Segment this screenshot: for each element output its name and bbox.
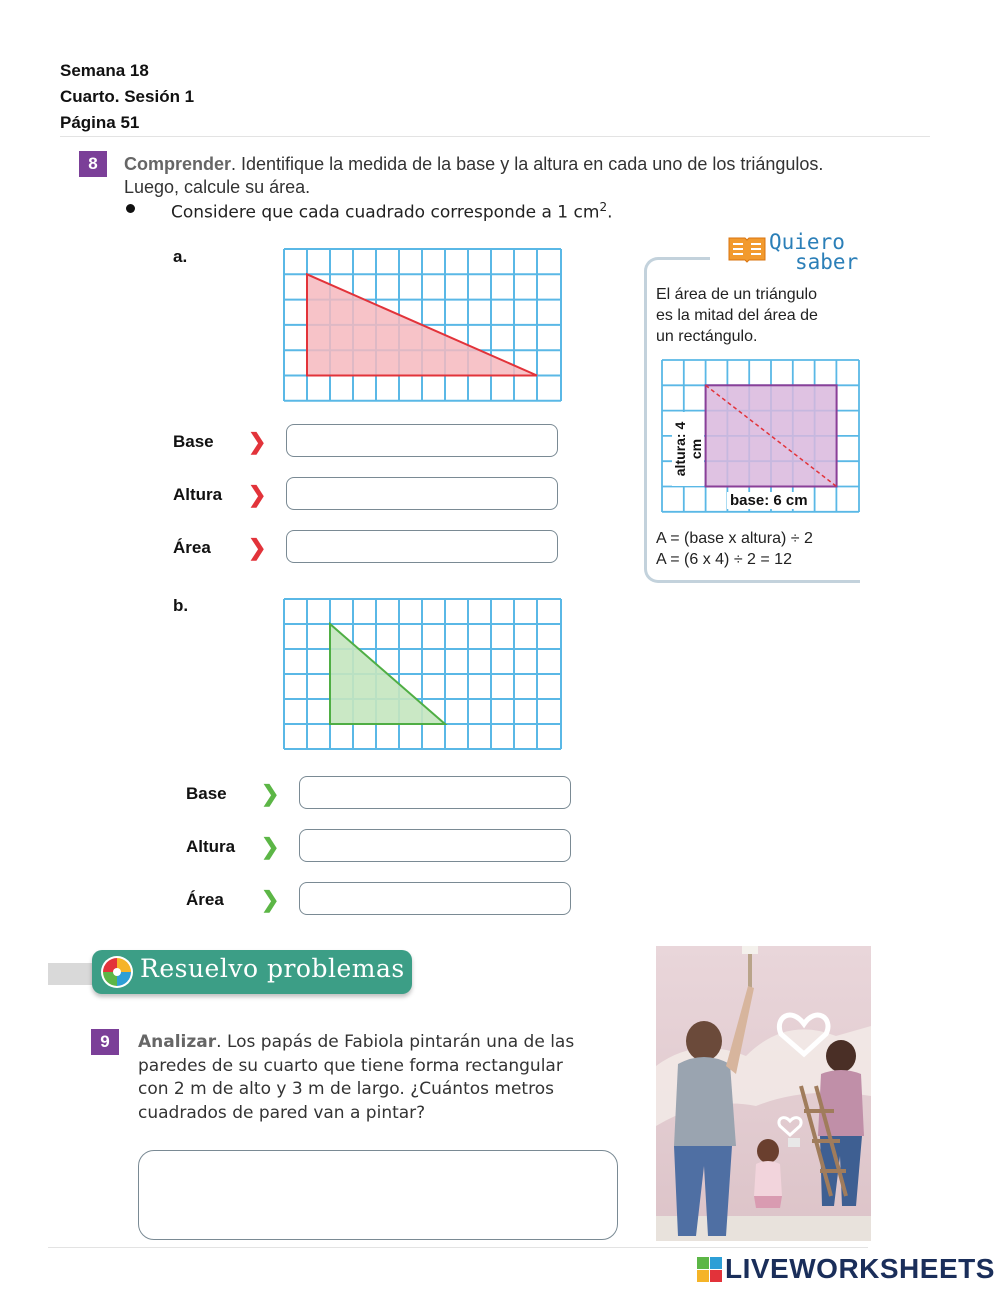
part-a-base-label: Base <box>173 432 214 451</box>
part-a-altura-input[interactable] <box>286 477 558 510</box>
exercise-9-text <box>138 1031 638 1125</box>
qs-text-line: un rectángulo. <box>656 328 758 345</box>
chevron-right-icon: ❯ <box>248 535 267 560</box>
grid-a <box>283 248 562 402</box>
part-b-area-label: Área <box>186 890 224 909</box>
bullet-dot <box>126 204 135 213</box>
exercise-8-keyword: Comprender <box>124 154 232 174</box>
exercise-8-bullet <box>171 200 612 223</box>
exercise-9-line: . Los papás de Fabiola pintarán una de las <box>216 1032 575 1052</box>
formula-line-1: A = (base x altura) ÷ 2 <box>656 530 813 547</box>
open-book-icon <box>727 234 767 264</box>
chevron-right-icon: ❯ <box>261 887 280 912</box>
qs-text-line: El área de un triángulo <box>656 286 817 303</box>
quiero-saber-text <box>656 284 818 347</box>
bullet-sup: 2 <box>599 200 608 214</box>
exercise-9-keyword: Analizar <box>138 1032 217 1052</box>
exercise-8-instruction-line2: Luego, calcule su área. <box>124 177 311 197</box>
exercise-8-number: 8 <box>79 151 107 177</box>
base-label: base: 6 cm <box>727 492 811 509</box>
part-b-label: b. <box>173 596 189 615</box>
section-title: Resuelvo problemas <box>140 954 405 983</box>
part-a-label: a. <box>173 247 188 266</box>
exercise-8-instruction <box>124 153 884 199</box>
part-b-altura-label: Altura <box>186 837 236 856</box>
part-a-area-label: Área <box>173 538 211 557</box>
header-divider <box>60 136 930 137</box>
exercise-9-answer-input[interactable] <box>138 1150 618 1240</box>
bullet-text: Considere que cada cuadrado corresponde a 1 cm <box>171 202 600 223</box>
family-painting-photo <box>656 946 871 1241</box>
bullet-end: . <box>607 202 613 223</box>
part-a-altura-label: Altura <box>173 485 223 504</box>
grid-b <box>283 598 562 750</box>
exercise-9-number: 9 <box>91 1029 119 1055</box>
header-week: Semana 18 <box>60 61 149 80</box>
header-session: Cuarto. Sesión 1 <box>60 87 195 106</box>
puzzle-icon <box>100 955 134 989</box>
part-a-base-input[interactable] <box>286 424 558 457</box>
exercise-9-line: paredes de su cuarto que tiene forma rectangular <box>138 1055 563 1076</box>
footer-divider <box>48 1247 868 1248</box>
header-page: Página 51 <box>60 113 140 132</box>
qs-text-line: es la mitad del área de <box>656 307 818 324</box>
chevron-right-icon: ❯ <box>261 834 280 859</box>
part-b-area-input[interactable] <box>299 882 571 915</box>
photo-illustration <box>656 946 871 1241</box>
exercise-8-instruction-rest: . Identifique la medida de la base y la altura en cada uno de los triángulos. <box>231 154 824 174</box>
part-b-base-input[interactable] <box>299 776 571 809</box>
chevron-right-icon: ❯ <box>248 429 267 454</box>
quiero-saber-title1: Quiero <box>769 230 845 254</box>
liveworksheets-icon <box>697 1257 723 1283</box>
exercise-9-line: con 2 m de alto y 3 m de largo. ¿Cuántos metros <box>138 1079 554 1099</box>
part-b-altura-input[interactable] <box>299 829 571 862</box>
formula-block <box>656 528 813 570</box>
section-banner <box>92 950 412 994</box>
part-a-area-input[interactable] <box>286 530 558 563</box>
liveworksheets-brand: LIVEWORKSHEETS <box>725 1253 995 1284</box>
chevron-right-icon: ❯ <box>248 482 267 507</box>
chevron-right-icon: ❯ <box>261 781 280 806</box>
part-b-base-label: Base <box>186 784 227 803</box>
formula-line-2: A = (6 x 4) ÷ 2 = 12 <box>656 551 792 568</box>
altura-label: altura: 4 cm <box>672 412 704 486</box>
exercise-9-line: cuadrados de pared van a pintar? <box>138 1102 426 1123</box>
quiero-saber-title2: saber <box>795 250 859 274</box>
